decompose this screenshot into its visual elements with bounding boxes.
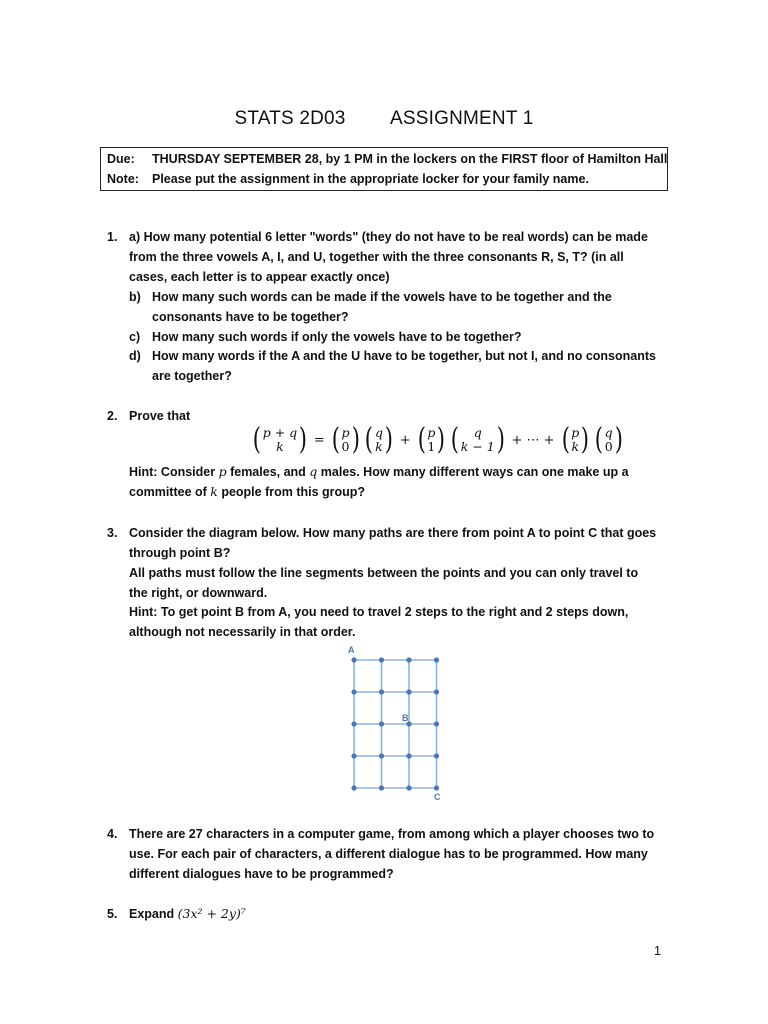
- ellipsis-terms: + ⋯ +: [511, 432, 555, 448]
- q5-number: 5.: [107, 907, 118, 921]
- grid-point: [351, 785, 356, 790]
- page-title: [0, 108, 768, 130]
- grid-point: [406, 657, 411, 662]
- q1-part-b: [129, 287, 659, 327]
- binom-t2b-top: q: [473, 425, 482, 440]
- q1-number: 1.: [107, 230, 118, 244]
- q2-text: Prove that: [129, 409, 191, 423]
- grid-point: [351, 753, 356, 758]
- due-label: Due:: [107, 152, 135, 166]
- binom-t1b-bottom: k: [375, 439, 383, 454]
- note-row: [107, 170, 589, 188]
- q1-d-label: d): [129, 349, 141, 363]
- q1-c-label: c): [129, 330, 141, 344]
- q3-line1: Consider the diagram below. How many paths are there from point A to point C that goes through point B?: [129, 526, 657, 560]
- binom-t1b-top: q: [374, 425, 383, 440]
- grid-point: [351, 657, 356, 662]
- grid-point: [434, 689, 439, 694]
- q2-hint: [129, 462, 659, 502]
- binom-lhs-bottom: k: [276, 439, 284, 454]
- grid-point: [434, 785, 439, 790]
- q5-text: [129, 904, 246, 924]
- grid-point: [379, 785, 384, 790]
- q2-hint-q: q: [309, 464, 318, 479]
- grid-point: [379, 753, 384, 758]
- info-box: [100, 147, 668, 191]
- binom-t3b: ( q 0 ): [594, 422, 623, 457]
- due-date: THURSDAY SEPTEMBER 28, by 1 PM: [152, 152, 373, 166]
- point-b-label: B: [402, 713, 409, 723]
- q2-hint-p: p: [218, 464, 227, 479]
- binom-t1b: ( q k ): [364, 422, 393, 457]
- path-grid-diagram: [340, 645, 450, 805]
- grid-point: [379, 721, 384, 726]
- q1-c-text: How many such words if only the vowels have to be together?: [152, 330, 522, 344]
- plus-sign: +: [399, 432, 411, 448]
- q1-part-d: [129, 346, 659, 386]
- q2-hint-mid1: females, and: [226, 465, 310, 479]
- q1-b-text: How many such words can be made if the vowels have to be together and the consonants have to be together?: [152, 290, 612, 324]
- assignment-title: ASSIGNMENT 1: [390, 108, 534, 129]
- due-row: [107, 150, 667, 168]
- q2-hint-k: k: [210, 484, 218, 499]
- binom-t2-top: p: [427, 425, 436, 440]
- binom-t3b-top: q: [604, 425, 613, 440]
- course-code: STATS 2D03: [234, 108, 346, 129]
- grid-point: [379, 657, 384, 662]
- binom-lhs: ( p + q k ): [252, 422, 308, 457]
- page-number: 1: [654, 944, 661, 958]
- grid-point: [406, 785, 411, 790]
- binom-t3b-bottom: 0: [604, 439, 613, 454]
- q3-line2: All paths must follow the line segments between the points and you can only travel to the right, or downward.: [129, 566, 639, 600]
- q4-number: 4.: [107, 827, 118, 841]
- q2-number: 2.: [107, 409, 118, 423]
- q5-expression: (3x² + 2y)⁷: [177, 906, 246, 921]
- grid-point: [434, 721, 439, 726]
- note-label: Note:: [107, 172, 139, 186]
- point-a-label: A: [348, 645, 355, 655]
- q1-part-c: [129, 327, 659, 347]
- note-text: Please put the assignment in the appropriate locker for your family name.: [152, 172, 589, 186]
- grid-point: [434, 657, 439, 662]
- binom-t2-bottom: 1: [427, 439, 436, 454]
- binom-t2b: ( q k − 1 ): [450, 422, 505, 457]
- q5-label: Expand: [129, 907, 178, 921]
- binom-t1: ( p 0 ): [331, 422, 360, 457]
- grid-point: [379, 689, 384, 694]
- q2-hint-end: people from this group?: [217, 485, 366, 499]
- q2-hint-start: Hint: Consider: [129, 465, 219, 479]
- binomial-identity: [250, 422, 625, 457]
- grid-point: [406, 689, 411, 694]
- binom-t3-top: p: [571, 425, 580, 440]
- binom-t2b-bottom: k − 1: [460, 439, 495, 454]
- q1-b-label: b): [129, 290, 141, 304]
- q1-part-a: a) How many potential 6 letter "words" (they do not have to be real words) can be made from the three vowels A, I, and U, together with the three consonants R, S, T? (in all cases, each letter is to appear exactly once): [129, 230, 648, 284]
- binom-t3: ( p k ): [561, 422, 590, 457]
- point-c-label: C: [434, 792, 441, 802]
- binom-t2: ( p 1 ): [417, 422, 446, 457]
- equals-sign: =: [313, 432, 325, 448]
- binom-lhs-top: p + q: [262, 425, 298, 440]
- grid-point: [434, 753, 439, 758]
- q1-d-text: How many words if the A and the U have to be together, but not I, and no consonants are together?: [152, 349, 656, 383]
- q2-hint-mid2: males. How many different ways can one make up a committee of: [129, 465, 629, 499]
- q4-text: There are 27 characters in a computer game, from among which a player chooses two to use. For each pair of characters, a different dialogue has to be programmed. How many different dialogues have to be programmed?: [129, 827, 655, 881]
- binom-t1-bottom: 0: [341, 439, 350, 454]
- grid-point: [351, 721, 356, 726]
- q3-line3: Hint: To get point B from A, you need to travel 2 steps to the right and 2 steps down, although not necessarily in that order.: [129, 605, 629, 639]
- binom-t1-top: p: [341, 425, 350, 440]
- binom-t3-bottom: k: [571, 439, 580, 454]
- grid-point: [351, 689, 356, 694]
- due-location: in the lockers on the FIRST floor of Hamilton Hall: [372, 152, 668, 166]
- grid-lines: [354, 660, 437, 788]
- grid-point: [406, 753, 411, 758]
- q3-number: 3.: [107, 526, 118, 540]
